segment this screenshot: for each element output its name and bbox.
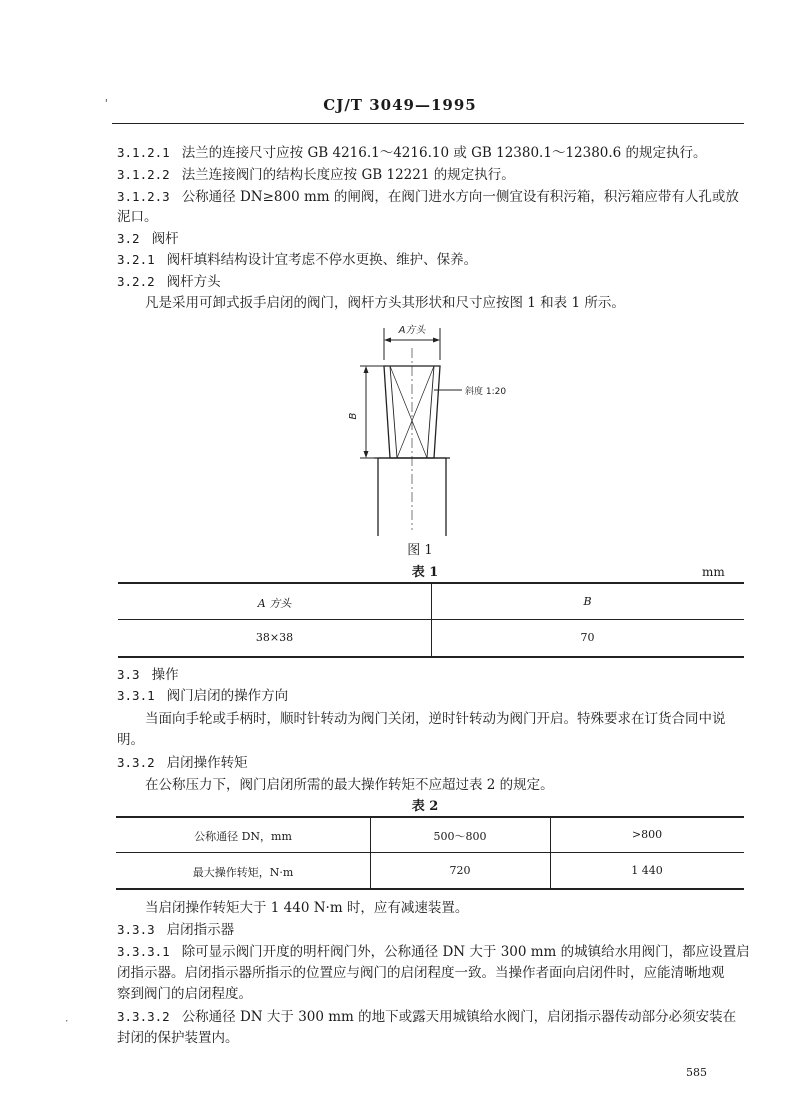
clause-text: 阀杆 (151, 231, 179, 247)
page-number: 585 (686, 1066, 707, 1079)
clause-text: 公称通径 DN≥800 mm 的闸阀，在阀门进水方向一侧宜设有积污箱，积污箱应带有人孔或放 (181, 189, 739, 205)
paragraph-3-1-2-1 (117, 141, 707, 161)
table-2-label-diameter: 公称通径 DN，mm (194, 830, 292, 843)
table-1-bottom-rule (118, 656, 744, 658)
table-2-row-rule (116, 852, 744, 853)
table-2-value: 720 (449, 864, 471, 877)
slope-label: 斜度 1:20 (465, 387, 507, 397)
square-head-face-line (427, 366, 434, 458)
arrowhead (364, 366, 369, 373)
figure-1-caption: 图 1 (407, 543, 433, 558)
clause-number: 3.2.1 (117, 252, 155, 267)
paragraph-3-1-2-3-cont: 泥口。 (117, 209, 158, 225)
table-2-value: 500～800 (433, 830, 487, 843)
table-1-header-b: B (583, 595, 592, 608)
dimension-label-b: B (348, 412, 359, 420)
page-header: CJ/T 3049—1995 (323, 96, 477, 114)
arrowhead (384, 338, 391, 343)
clause-text: 阀门启闭的操作方向 (166, 688, 289, 704)
scan-mark: · (64, 1017, 70, 1027)
clause-number: 3.3.3.1 (117, 944, 170, 959)
paragraph-3-3-3-2-line2: 封闭的保护装置内。 (117, 1030, 239, 1046)
clause-text: 启闭指示器 (166, 922, 235, 938)
clause-number: 3.3.1 (117, 688, 155, 703)
table-1-caption: 表 1 (411, 565, 439, 580)
paragraph-3-3-3-1 (117, 940, 750, 960)
figure-1-drawing (330, 318, 580, 536)
clause-text: 阀杆填料结构设计宜考虑不停水更换、维护、保养。 (166, 252, 478, 268)
paragraph-3-3-3-1-line3: 察到阀门的启闭程度。 (117, 986, 252, 1002)
table-1-unit: mm (702, 565, 725, 579)
section-3-3-title (117, 663, 179, 683)
table-2-label-torque: 最大操作转矩，N·m (192, 866, 294, 879)
arrowhead (433, 338, 440, 343)
paragraph-figure-intro: 凡是采用可卸式扳手启闭的阀门，阀杆方头其形状和尺寸应按图 1 和表 1 所示。 (145, 295, 625, 311)
table-1-cell-b: 70 (580, 631, 595, 644)
clause-number: 3.3.2 (117, 755, 155, 770)
paragraph-reduction-gear-note: 当启闭操作转矩大于 1 440 N·m 时，应有减速装置。 (145, 900, 469, 916)
table-2-top-rule (116, 816, 744, 818)
scan-mark: ' (103, 97, 110, 110)
paragraph-3-3-3 (117, 918, 234, 938)
clause-text: 除可显示阀门开度的明杆阀门外，公称通径 DN 大于 300 mm 的城镇给水用阀门，都应设置启 (181, 944, 750, 960)
dimension-label-a: A方头 (398, 325, 426, 336)
table-1-cell-a: 38×38 (255, 631, 294, 644)
clause-number: 3.1.2.2 (117, 167, 170, 182)
header-rule (112, 123, 744, 124)
table-2-value: 1 440 (631, 864, 663, 877)
paragraph-3-3-1-cont: 明。 (117, 732, 144, 748)
clause-text: 阀杆方头 (166, 274, 221, 290)
paragraph-3-3-2 (117, 751, 248, 771)
paragraph-3-3-2-body: 在公称压力下，阀门启闭所需的最大操作转矩不应超过表 2 的规定。 (145, 777, 554, 793)
clause-number: 3.2 (117, 231, 140, 246)
clause-number: 3.1.2.1 (117, 145, 170, 160)
clause-number: 3.3 (117, 667, 140, 682)
paragraph-3-3-1-body: 当面向手轮或手柄时，顺时针转动为阀门关闭，逆时针转动为阀门开启。特殊要求在订货合同中说 (145, 711, 726, 727)
table-2-value: >800 (631, 828, 663, 841)
table-2-caption: 表 2 (411, 799, 439, 814)
clause-number: 3.3.3.2 (117, 1009, 170, 1024)
square-head-face-line (390, 366, 397, 458)
clause-number: 3.2.2 (117, 274, 155, 289)
paragraph-3-3-1 (117, 684, 288, 704)
clause-text: 法兰的连接尺寸应按 GB 4216.1～4216.10 或 GB 12380.1～12380.6 的规定执行。 (181, 145, 707, 161)
paragraph-3-2-2 (117, 270, 221, 290)
clause-text: 启闭操作转矩 (166, 755, 248, 771)
paragraph-3-1-2-2 (117, 163, 515, 183)
clause-number: 3.3.3 (117, 922, 155, 937)
clause-text: 公称通径 DN 大于 300 mm 的地下或露天用城镇给水阀门，启闭指示器传动部分必须安装在 (181, 1009, 737, 1025)
table-1-header-a: A 方头 (257, 597, 292, 610)
clause-text: 操作 (151, 667, 179, 683)
clause-number: 3.1.2.3 (117, 189, 170, 204)
paragraph-3-2-1 (117, 248, 477, 268)
clause-text: 法兰连接阀门的结构长度应按 GB 12221 的规定执行。 (181, 167, 515, 183)
arrowhead (364, 451, 369, 458)
paragraph-3-1-2-3 (117, 185, 739, 205)
section-3-2-title (117, 227, 179, 247)
paragraph-3-3-3-2 (117, 1005, 736, 1025)
paragraph-3-3-3-1-line2: 闭指示器。启闭指示器所指示的位置应与阀门的启闭程度一致。当操作者面向启闭件时，应能清晰地观 (117, 965, 725, 981)
table-2-bottom-rule (116, 888, 744, 890)
